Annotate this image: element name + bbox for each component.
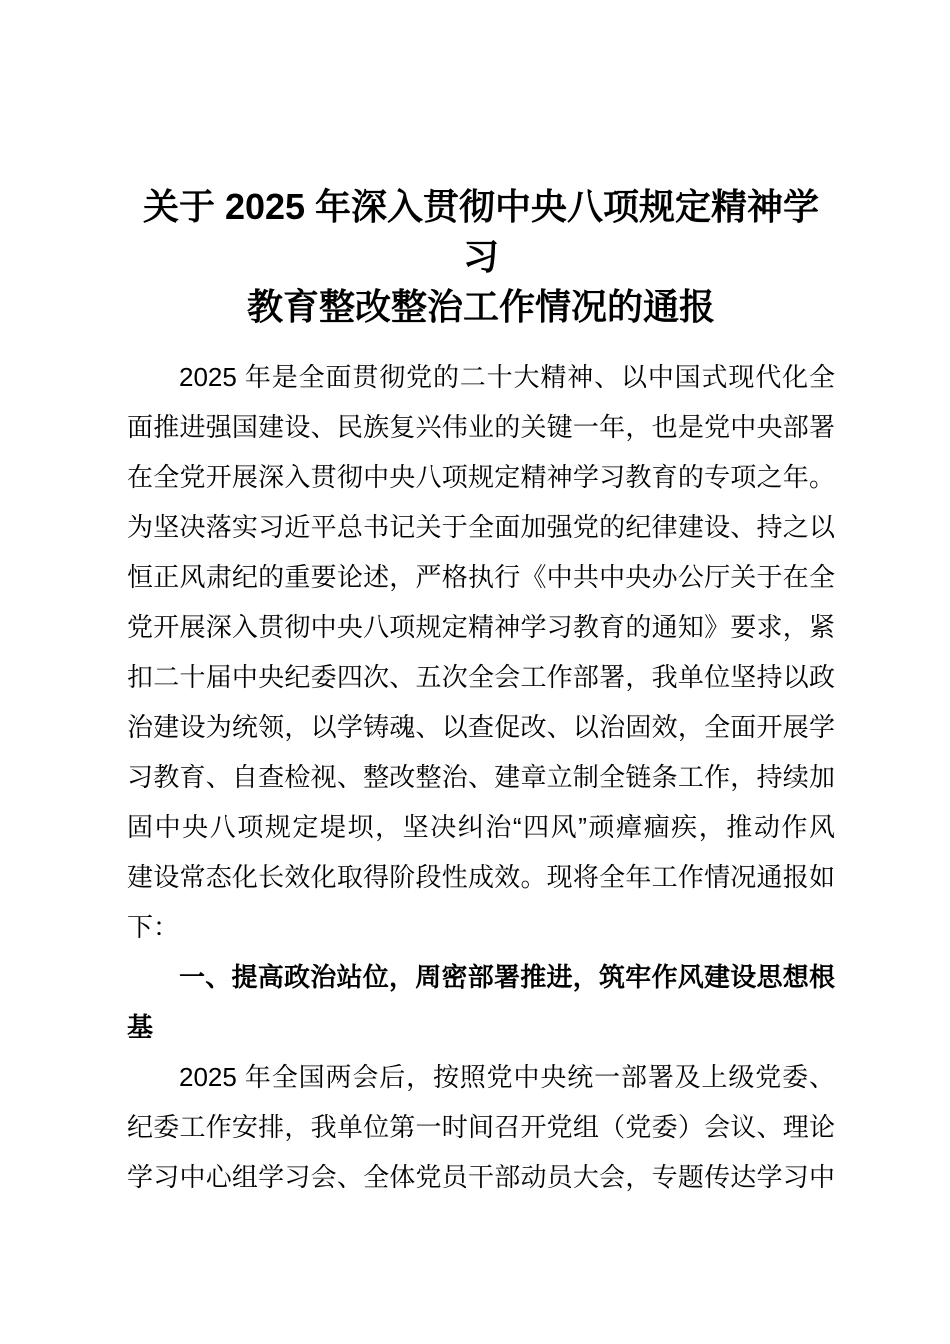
text-column [127,0,835,1202]
body-text-line: 治建设为统领，以学铸魂、以查促改、以治固效，全面开展学 [127,712,835,742]
section-heading-1 [127,952,835,1052]
body-text-line: 2025 年是全面贯彻党的二十大精神、以中国式现代化全 [179,362,835,392]
paragraph-2 [127,1052,835,1202]
body-text-line: 2025 年全国两会后，按照党中央统一部署及上级党委、 [179,1062,835,1092]
paragraph-1 [127,352,835,952]
body-text-line: 纪委工作安排，我单位第一时间召开党组（党委）会议、理论 [127,1112,835,1142]
document-title [127,182,835,332]
document-title-line-2: 教育整改整治工作情况的通报 [246,286,715,327]
body-text-line: 习教育、自查检视、整改整治、建章立制全链条工作，持续加 [127,762,835,792]
body-text-line: 恒正风肃纪的重要论述，严格执行《中共中央办公厅关于在全 [127,562,835,592]
body-text-line: 学习中心组学习会、全体党员干部动员大会，专题传达学习中 [127,1162,835,1192]
body-text-line: 固中央八项规定堤坝，坚决纠治“四风”顽瘴痼疾，推动作风 [127,812,835,842]
section-heading-line: 一、提高政治站位，周密部署推进，筑牢作风建设思想根 [179,962,835,992]
body-text-line: 下： [127,912,180,942]
body-text-line: 面推进强国建设、民族复兴伟业的关键一年，也是党中央部署 [127,412,835,442]
body-text-line: 党开展深入贯彻中央八项规定精神学习教育的通知》要求，紧 [127,612,835,642]
body-text-line: 在全党开展深入贯彻中央八项规定精神学习教育的专项之年。 [127,462,835,492]
body-text-line: 扣二十届中央纪委四次、五次全会工作部署，我单位坚持以政 [127,662,835,692]
document-title-line-1: 关于 2025 年深入贯彻中央八项规定精神学习 [142,186,820,277]
body-text-line: 为坚决落实习近平总书记关于全面加强党的纪律建设、持之以 [127,512,835,542]
body-text-line: 建设常态化长效化取得阶段性成效。现将全年工作情况通报如 [127,862,835,892]
section-heading-line: 基 [127,1012,154,1042]
